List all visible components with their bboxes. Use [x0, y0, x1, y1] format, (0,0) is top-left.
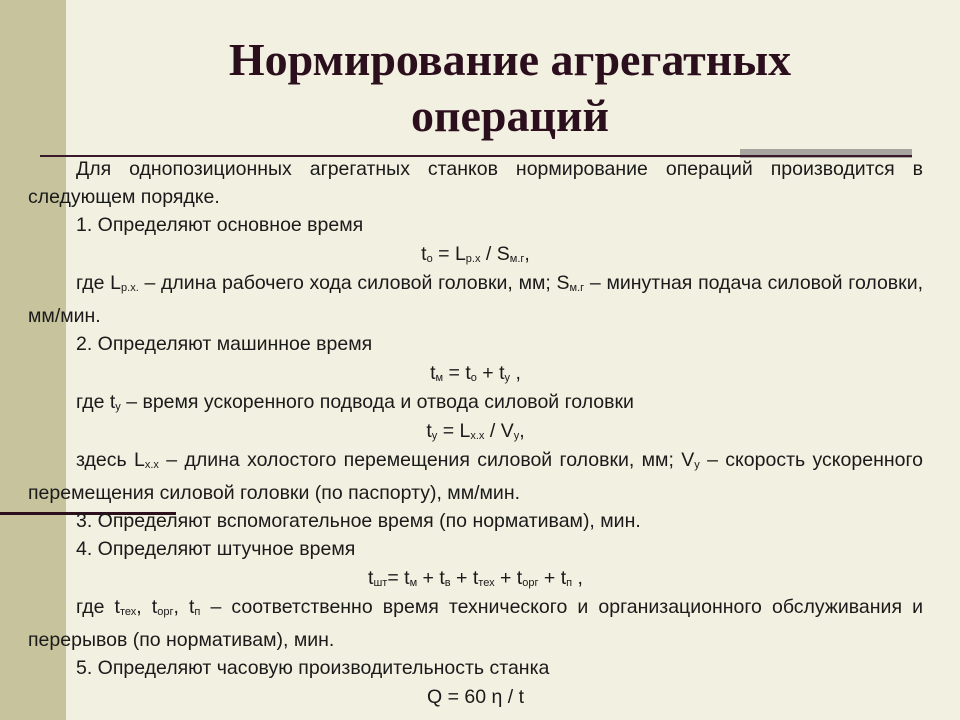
step-1: 1. Определяют основное время: [76, 214, 364, 236]
formula-piece-time: $t_{шт}= t_м + t_в + t_{тех} + t_{орг} + t_п$ ,: [368, 567, 583, 589]
step-5: 5. Определяют часовую производительность станка: [76, 657, 550, 679]
title-line-2: операций: [410, 90, 609, 141]
where-paragraph-2: где $t_у$ – время ускоренного подвода и отвода силовой головки: [76, 391, 634, 413]
slide-body: [28, 155, 923, 712]
formula-rapid-time: $t_у = L_{х.х} / V_у$,: [426, 420, 525, 442]
step-2: 2. Определяют машинное время: [76, 333, 373, 355]
intro-paragraph: Для однопозиционных агрегатных станков нормирование операций производится в следующем порядке.: [28, 158, 923, 208]
step-3: 3. Определяют вспомогательное время (по нормативам), мин.: [76, 510, 641, 532]
title-line-1: Нормирование агрегатных: [228, 34, 792, 85]
where-paragraph-1: где $L_{р.х.}$ – длина рабочего хода силовой головки, мм; $S_{м.г}$ – минутная подача силовой головки, мм/мин.: [28, 272, 923, 327]
formula-productivity: Q = 60 η / t: [426, 686, 524, 708]
slide-title: [150, 32, 870, 144]
formula-machine-time: $t_м = t_о + t_у$ ,: [430, 362, 521, 384]
where-paragraph-4: где $t_{тех}$, $t_{орг}$, $t_п$ – соответственно время технического и организационного обслуживания и перерывов (по нормативам), мин.: [28, 596, 923, 651]
step-4: 4. Определяют штучное время: [76, 538, 356, 560]
formula-main-time: $t_о = L_{р.х} / S_{м.г}$,: [421, 243, 530, 265]
where-paragraph-3: здесь $L_{х.х}$ – длина холостого перемещения силовой головки, мм; $V_у$ – скорость ускоренного перемещения силовой головки (по паспорту), мм/мин.: [28, 449, 923, 504]
